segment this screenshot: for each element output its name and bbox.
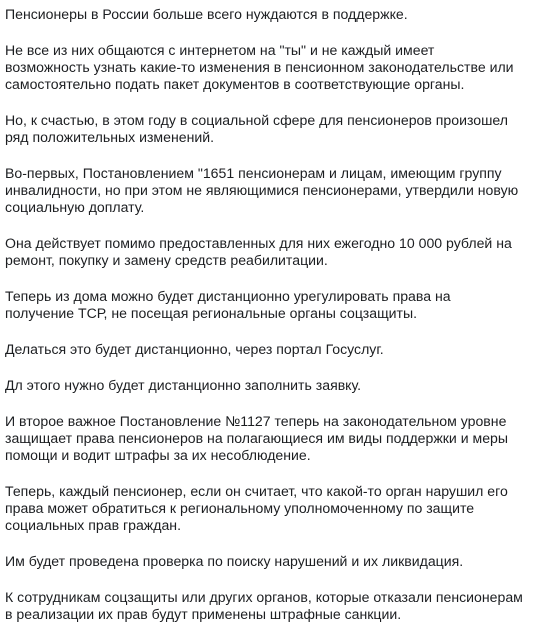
paragraph-12: К сотрудникам соцзащиты или других органов, которые отказали пенсионерам в реализации их прав будут применены штрафные санкции. bbox=[5, 589, 523, 622]
paragraph-10: Теперь, каждый пенсионер, если он считает, что какой-то орган нарушил его права может обратиться к региональному уполномоченному по защите социальных прав граждан. bbox=[5, 483, 508, 533]
paragraph-7: Делаться это будет дистанционно, через портал Госуслуг. bbox=[5, 341, 384, 357]
paragraph-9: И второе важное Постановление №1127 теперь на законодательном уровне защищает права пенсионеров на полагающиеся им виды поддержки и меры помощи и водит штрафы за их несоблюдение. bbox=[5, 413, 509, 463]
paragraph-8: Дл этого нужно будет дистанционно заполнить заявку. bbox=[5, 377, 362, 393]
post-text bbox=[5, 6, 539, 623]
paragraph-2: Не все из них общаются с интернетом на "ты" и не каждый имеет возможность узнать какие-то изменения в пенсионном законодательстве или самостоятельно подать пакет документов в соответствующие органы. bbox=[5, 42, 514, 92]
paragraph-11: Им будет проведена проверка по поиску нарушений и их ликвидация. bbox=[5, 553, 464, 569]
paragraph-6: Теперь из дома можно будет дистанционно урегулировать права на получение ТСР, не посещая региональные органы соцзащиты. bbox=[5, 288, 451, 321]
paragraph-4: Во-первых, Постановлением "1651 пенсионерам и лицам, имеющим группу инвалидности, но при этом не являющимися пенсионерами, утвердили новую социальную доплату. bbox=[5, 165, 519, 215]
paragraph-5: Она действует помимо предоставленных для них ежегодно 10 000 рублей на ремонт, покупку и замену средств реабилитации. bbox=[5, 235, 512, 268]
paragraph-3: Но, к счастью, в этом году в социальной сфере для пенсионеров произошел ряд положительных изменений. bbox=[5, 112, 509, 145]
paragraph-1: Пенсионеры в России больше всего нуждаются в поддержке. bbox=[5, 6, 408, 22]
